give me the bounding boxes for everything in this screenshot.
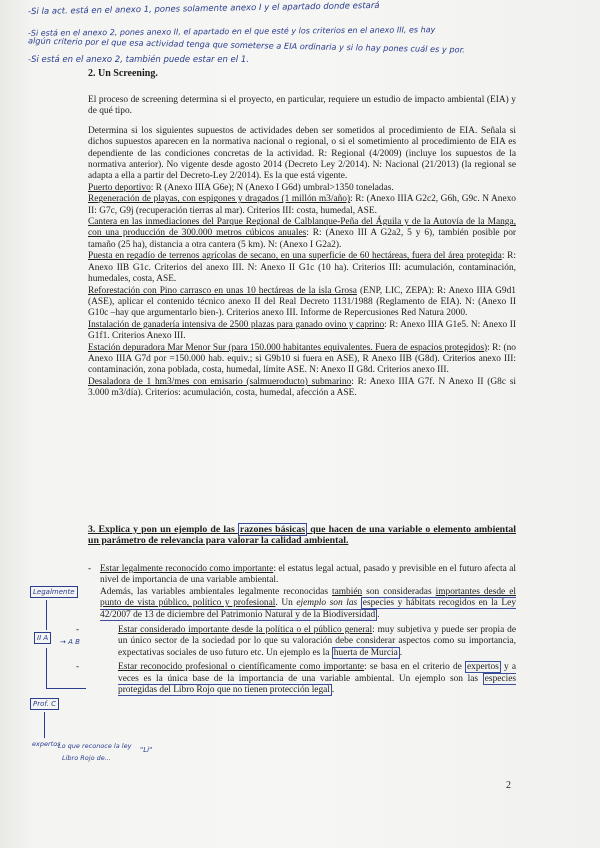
activity-item [88, 251, 516, 285]
activity-title: Estación depuradora Mar Menor Sur (para 150.000 habitantes equivalentes. Fuera de espacios protegidos) [88, 342, 488, 353]
activity-item [88, 217, 516, 251]
activity-item [88, 320, 516, 343]
section-3-heading-part: que hacen de una variable o elemento ambiental un parámetro de relevancia para valorar la calidad ambiental. [88, 524, 516, 547]
margin-connector-line [46, 648, 47, 688]
handwritten-note-4: -Si está en el anexo 2, también puede estar en el 1. [28, 55, 249, 65]
activity-title: Reforestación con Pino carrasco en unas 10 hectáreas de la isla Grosa [88, 285, 357, 296]
reason-political [76, 625, 517, 659]
reason-detail: : muy subjetiva y puede ser propia de un único sector de la sociedad por lo que su valoración debe considerar aspectos como su importancia, expectativas sociales de uso futuro etc. Un ejemplo es la [118, 625, 517, 658]
margin-note-box: Legalmente [30, 586, 78, 598]
activity-title: Desaladora de 1 hm3/mes con emisario (salmueroducto) submarino [88, 376, 352, 387]
reason-detail: : se basa en el criterio de [364, 662, 466, 673]
activity-title: Cantera en las inmediaciones del Parque Regional de Calblanque-Peña del Águila y de la Autovía de la Manga, con una producción de 300.000 metros cúbicos anuales [88, 217, 516, 239]
activity-item [88, 377, 516, 400]
reason-title: Estar legalmente reconocido como importante [100, 564, 274, 574]
reason-title: Estar reconocido profesional o científicamente como importante [118, 662, 365, 673]
reason-text-emph: importantes desde el punto de vista público, político y profesional [100, 586, 516, 609]
reason-example-box: expertos [467, 662, 499, 673]
activity-detail: : R: Anexo IIIA G7f. N Anexo II (G8c si 3.000 m3/día). Criterios: acumulación, costa, humedal, afección a ASE. [88, 376, 516, 399]
section-2-intro: El proceso de screening determina si el proyecto, en particular, requiere un estudio de impacto ambiental (EIA) y de qué tipo. [88, 95, 516, 117]
section-2-heading: 2. Un Screening. [88, 68, 158, 79]
reason-text-emph: también [331, 586, 363, 597]
section-3-heading-part: 3. Explica y pon un ejemplo de las [88, 524, 238, 535]
activity-detail: : R: Anexo IIIA G1e5. N: Anexo II G1f1. Criterios Anexo III. [88, 319, 516, 342]
reason-example-box: huerta de Murcia [333, 647, 398, 658]
margin-note: → A B [60, 638, 80, 646]
handwritten-note-1: -Si la act. está en el anexo 1, pones solamente anexo I y el apartado donde estará [27, 0, 380, 18]
activity-list [88, 183, 516, 400]
reason-legal [88, 564, 516, 621]
reason-example-box: especies protegidas del Libro Rojo que no tienen protección legal [118, 673, 516, 696]
reason-text: . [331, 685, 335, 696]
reason-text: Además, las variables ambientales legalmente reconocidas [100, 586, 332, 597]
section-2-instructions: Determina si los siguientes supuestos de actividades deben ser sometidos al procedimiento de EIA. Señala si dichos supuestos aparecen en la normativa nacional o regional, o si el sometimiento al procedimiento de EIA es dependiente de las condiciones concretas de la actividad. R: Regional (4/2009) (incluye los supuestos de la normativa anterior). No vigente desde agosto 2014 (Decreto Ley 2/2014). N: Nacional (21/2013) (la regional se adapta a ella a partir del Decreto-Ley 2/2014). Es la que está vigente. [88, 125, 516, 182]
margin-connector-line [46, 688, 86, 689]
reason-text: . [399, 647, 403, 658]
margin-connector-line [44, 712, 45, 738]
activity-title: Puesta en regadío de terrenos agrícolas de secano, en una superficie de 60 hectáreas, fuera del área protegida [88, 251, 502, 262]
margin-note: Libro Rojo de... [62, 754, 111, 762]
activity-item [88, 286, 516, 320]
margin-note: expertos [32, 740, 61, 748]
activity-detail: : R (Anexo IIIA G6e); N (Anexo I G6d) umbral>1350 toneladas. [150, 182, 394, 193]
handwritten-note-2: -Si está en el anexo 2, pones anexo II, el apartado en el que esté y los criterios en el anexo III, es hay [27, 25, 436, 38]
reason-title: Estar considerado importante desde la política o el público general [118, 625, 373, 636]
activity-item [88, 194, 516, 217]
page-number: 2 [506, 780, 511, 791]
reason-detail: : el estatus legal actual, pasado y previsible en el futuro afecta al nivel de importancia de una variable ambiental. [100, 564, 516, 586]
reason-text: son consideradas [362, 586, 436, 597]
bullet-dash: - [88, 564, 92, 574]
activity-item [88, 343, 516, 377]
reason-text: . [377, 609, 380, 620]
activity-detail: : R: (Anexo IIIA G2c2, G6h, G9c. N Anexo II: G7c, G9j (recuperación tierras al mar). Criterios III: costa, humedal, ASE. [88, 194, 516, 216]
reason-scientific [76, 662, 516, 696]
section-3-heading [88, 524, 516, 547]
margin-connector-line [46, 600, 47, 630]
margin-note-box: Prof. C [30, 698, 59, 710]
activity-title: Instalación de ganadería intensiva de 2500 plazas para ganado ovino y caprino [88, 319, 385, 330]
section-3-body [76, 564, 517, 696]
activity-detail: : R: (no Anexo IIIA G7d por =150.000 hab. equiv.; si G9b10 si fuera en ASE), R Anexo IIB (G8d). Criterios anexo III: contaminación, zona poblada, costa, humedal, límite ASE. N: Anexo II G8d. Criterios anexo III. [88, 342, 516, 376]
activity-detail: : R: Anexo IIB G1c. Criterios del anexo III. N: Anexo II G1c (10 ha). Criterios III: acumulación, contaminación, humedales, costa, ASE. [88, 251, 516, 285]
margin-note: "Li" [140, 746, 153, 754]
section-3-heading-highlight: razones básicas [239, 524, 306, 535]
bullet-dash: - [76, 625, 80, 636]
reason-text: . Un [275, 598, 297, 609]
activity-title: Puerto deportivo [88, 182, 151, 193]
activity-detail: : R: (Anexo III A G2a2, 5 y 6), también posible por tamaño (25 ha), distancia a otra cantera (5 km). N: (Anexo I G2a2). [88, 228, 517, 250]
bullet-dash: - [76, 662, 80, 673]
activity-detail: (ENP, LIC, ZEPA): R: Anexo IIIA G9d1 (ASE), aplicar el contenido técnico anexo II del Real Decreto 1131/1988 (Reglamento de EIA). N: (Anexo II G10c –hay que argumentarlo bien-). Criterios anexo III. Informe de Repercusiones Red Natura 2000. [88, 285, 516, 319]
activity-item [88, 183, 516, 194]
activity-title: Regeneración de playas, con espigones y dragados (1 millón m3/año) [88, 194, 351, 205]
section-2-body [88, 95, 516, 400]
reason-text-italic: ejemplo son las [296, 598, 361, 609]
reason-detail: y a veces es la única base de la importancia de una variable ambiental. Un ejemplo son las [118, 662, 516, 684]
margin-note-box: II A [34, 632, 51, 644]
margin-note: Lo que reconoce la ley [58, 742, 132, 750]
reason-example-box: especies y hábitats recogidos en la Ley 42/2007 de 13 de diciembre del Patrimonio Natural y de la Biodiversidad [100, 598, 517, 620]
handwritten-note-3: algún criterio por el que esa actividad tenga que someterse a EIA ordinaria y si lo hay pones cuál es y por. [27, 35, 465, 55]
